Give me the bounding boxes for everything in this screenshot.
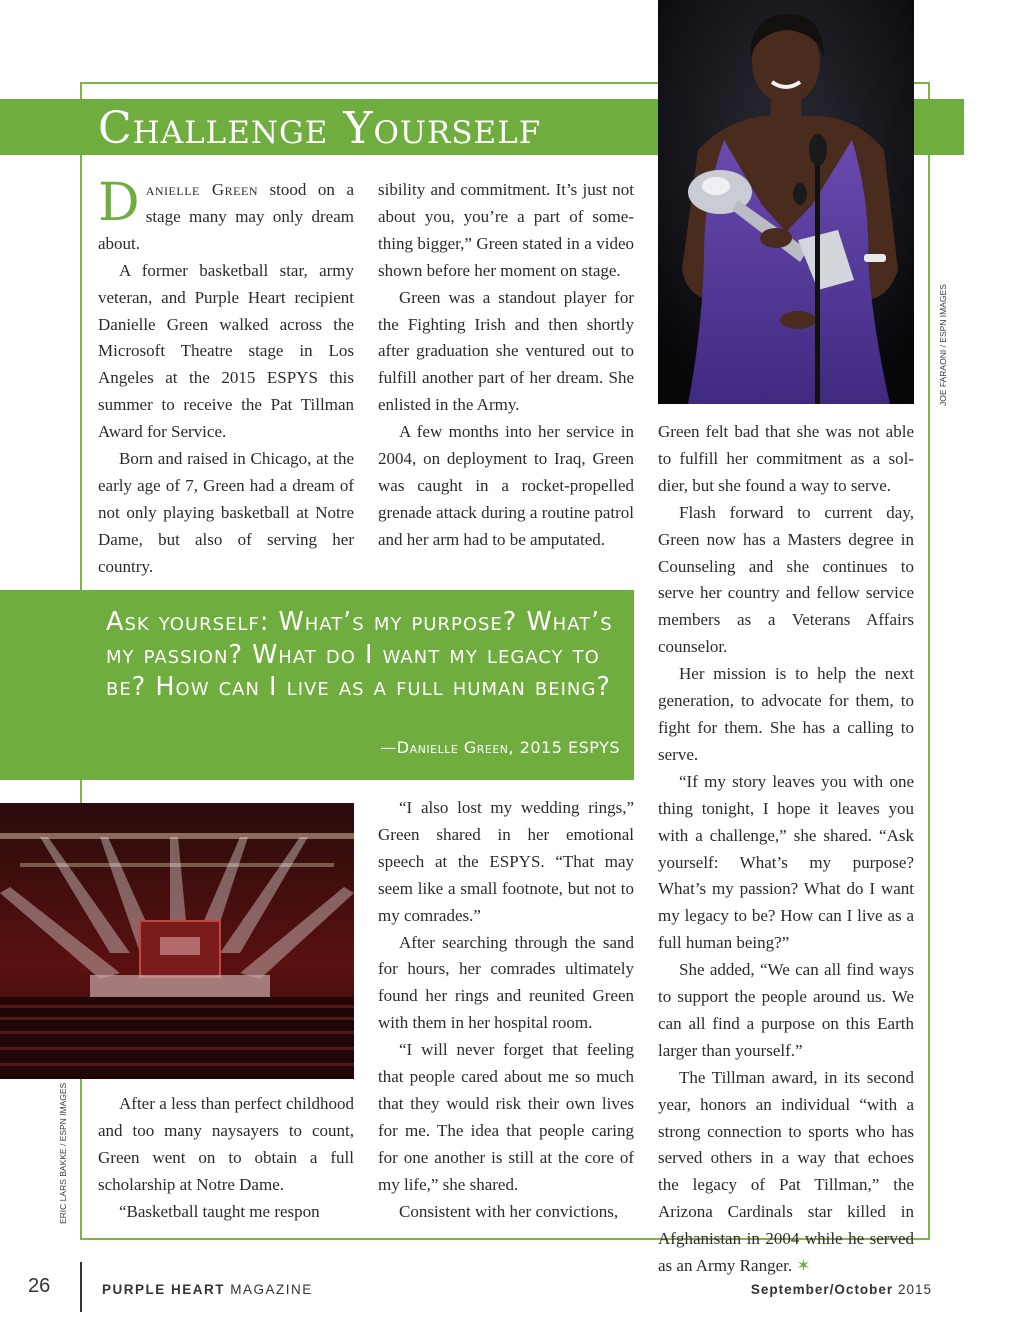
- page-number: 26: [28, 1275, 51, 1297]
- issue-date: [751, 1282, 932, 1297]
- paragraph: Her mission is to help the next generation, to advocate for them, to fight for them. She has a calling to serve.: [658, 664, 914, 764]
- paragraph: Born and raised in Chicago, at the early age of 7, Green had a dream of not only playing basketball at Notre Dame, but also of serving her country.: [98, 449, 354, 576]
- paragraph-last: [658, 1065, 914, 1280]
- column-1-top: [98, 173, 354, 581]
- paragraph: After searching through the sand for hours, her comrades ultimately found her rings and reunited Green with them in her hospital room.: [378, 932, 634, 1033]
- issue-date-bold: September/October: [750, 1282, 894, 1297]
- paragraph: After a less than perfect childhood and too many naysayers to count, Green went on to obtain a full scholarship at Notre Dame.: [98, 1094, 354, 1194]
- lead-rest: stood on a stage many may only dream about.: [98, 180, 354, 253]
- paragraph: “I will never forget that feeling that people cared about me so much that they would risk their own lives for me. The idea that people caring for one another is still at the core of my life,” she shared.: [378, 1040, 634, 1194]
- photo-credit-bottom-text: ERIC LARS BAKKE / ESPN IMAGES: [58, 1082, 68, 1224]
- photo-espys-stage: [0, 803, 354, 1079]
- danielle-green-illustration: [658, 0, 914, 404]
- paragraph: “If my story leaves you with one thing tonight, I hope it leaves you with a challenge,” she shared. “Ask yourself: What’s my purpose? What’s my passion? What do I want my legacy to be? How can I live as a full human being?”: [658, 771, 914, 953]
- paragraph: Green was a standout player for the Fighting Irish and then shortly after graduation she ventured out to fulfill another part of her dream. She enlisted in the Army.: [378, 287, 634, 415]
- photo-danielle-green: [658, 0, 914, 404]
- lead-paragraph: [98, 173, 354, 258]
- drop-cap: D: [98, 173, 140, 233]
- photo-credit-top-text: JOE FARAONI / ESPN IMAGES: [938, 284, 948, 406]
- column-3: [658, 419, 914, 1280]
- end-mark-icon: ✶: [796, 1256, 811, 1276]
- paragraph: Consistent with her convictions,: [399, 1201, 619, 1221]
- page-title: Challenge Yourself: [98, 103, 542, 154]
- column-2-top: [378, 177, 634, 554]
- lead-smallcaps: anielle Green: [145, 180, 258, 199]
- pull-quote-text: Ask yourself: What’s my purpose? What’s my passion? What do I want my legacy to be? How can I live as a full human being?: [106, 607, 613, 702]
- espys-stage-illustration: [0, 803, 354, 1079]
- magazine-name-bold: PURPLE HEART: [102, 1282, 226, 1297]
- photo-credit-bottom: [58, 1082, 72, 1224]
- paragraph: She added, “We can all find ways to support the people around us. We can all find a purpose on this Earth larger than yourself.”: [658, 960, 914, 1060]
- magazine-name-rest: MAGAZINE: [225, 1282, 313, 1297]
- paragraph: “I also lost my wedding rings,” Green shared in her emotional speech at the ESPYS. “That may seem like a small footnote, but not to my comrades.”: [378, 798, 634, 925]
- paragraph: A few months into her service in 2004, on deployment to Iraq, Green was caught in a rocket-propelled grenade attack during a routine patrol and her arm had to be amputated.: [378, 422, 634, 549]
- issue-date-year: 2015: [893, 1282, 932, 1297]
- column-2-bottom: [378, 795, 634, 1226]
- pull-quote-attribution: —Danielle Green, 2015 ESPYS: [380, 738, 620, 757]
- paragraph: A former basketball star, army veteran, and Purple Heart recipient Danielle Green walked across the Microsoft Theatre stage in Los Angeles at the 2015 ESPYS this summer to receive the Pat Tillman Award for Service.: [98, 260, 354, 442]
- paragraph: Green felt bad that she was not able to fulfill her commitment as a soldier, but she found a way to serve.: [658, 422, 914, 495]
- paragraph-last-text: The Tillman award, in its second year, honors an individual “with a strong connection to sports who has served others in a way that echoes the legacy of Pat Tillman,” the Arizona Cardinals star killed in Afghanistan in 2004 while he served as an Army Ranger.: [658, 1067, 914, 1276]
- paragraph: Flash forward to current day, Green now has a Masters degree in Counseling and she continues to serve her country and fellow service members as a Veterans Affairs counselor.: [658, 502, 914, 657]
- photo-credit-top: [938, 284, 952, 406]
- magazine-name: [102, 1282, 313, 1297]
- paragraph: “Basketball taught me respon: [119, 1201, 320, 1221]
- footer-divider: [80, 1262, 82, 1312]
- column-1-bottom: [98, 1091, 354, 1226]
- paragraph: sibility and commitment. It’s just not about you, you’re a part of something bigger,” Green stated in a video shown before her moment on stage.: [378, 180, 634, 280]
